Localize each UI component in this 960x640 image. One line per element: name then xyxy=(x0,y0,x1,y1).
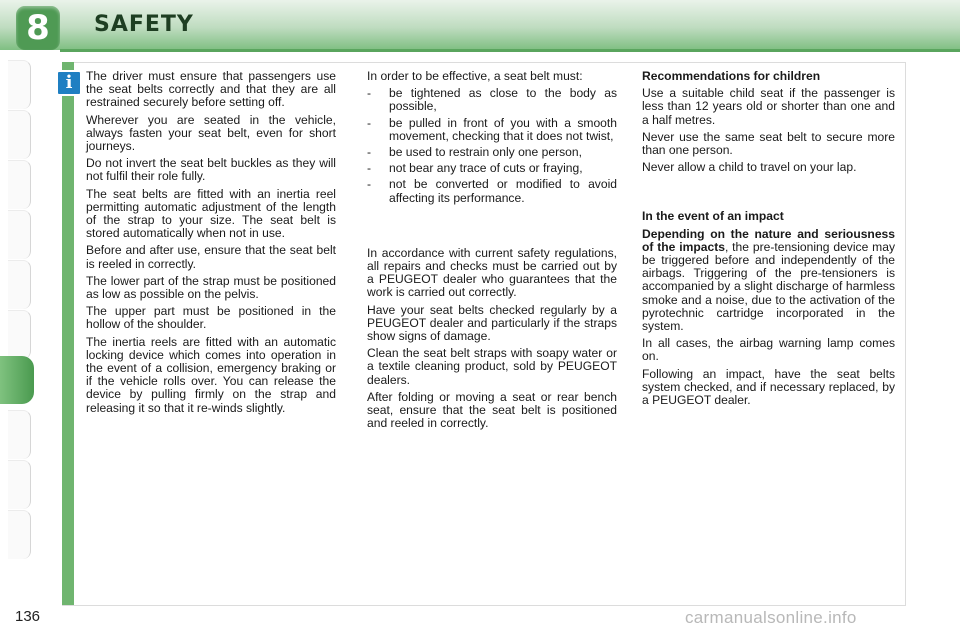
paragraph: The upper part must be positioned in the hollow of the shoulder. xyxy=(86,304,336,332)
header-divider xyxy=(60,49,960,52)
paragraph: In order to be effective, a seat belt must: xyxy=(367,69,583,83)
list-item: - be pulled in front of you with a smooth movement, checking that it does not twist, xyxy=(367,117,617,143)
chapter-number-badge: 8 xyxy=(16,6,60,50)
chapter-tab[interactable] xyxy=(8,110,31,159)
chapter-tab[interactable] xyxy=(8,160,31,209)
paragraph: Wherever you are seated in the vehicle, always fasten your seat belt, even for short journeys. xyxy=(86,112,336,154)
column-belt-usage xyxy=(86,70,336,419)
paragraph xyxy=(642,228,895,334)
chapter-tab[interactable] xyxy=(8,410,31,459)
section-heading: Recommendations for children xyxy=(642,69,821,83)
bold-lead: Depending on the nature and seriousness of the impacts xyxy=(642,226,895,254)
paragraph: Never allow a child to travel on your lap. xyxy=(642,160,857,175)
chapter-tab[interactable] xyxy=(8,210,31,259)
watermark: carmanualsonline.info xyxy=(685,608,857,627)
paragraph: Clean the seat belt straps with soapy water or a textile cleaning product, sold by PEUGEOT dealers. xyxy=(367,346,617,387)
column-belt-effectiveness xyxy=(367,70,617,434)
spacer xyxy=(642,178,895,210)
info-icon: i xyxy=(56,70,82,96)
chapter-tabs xyxy=(0,60,32,580)
paragraph: After folding or moving a seat or rear bench seat, ensure that the seat belt is positioned and reeled in correctly. xyxy=(367,389,617,431)
paragraph-text: , the pre-tensioning device may be triggered before and independently of the airbags. Triggering of the pre-tensioners is accompanied by a slight discharge of harmless smoke and a noise, due to the activation of the pyrotechnic cartridge incorporated in the system. xyxy=(642,239,895,334)
panel-accent-bar xyxy=(62,62,74,605)
paragraph: In all cases, the airbag warning lamp comes on. xyxy=(642,336,895,364)
spacer xyxy=(367,211,617,247)
chapter-tab[interactable] xyxy=(8,260,31,309)
list-item: - not bear any trace of cuts or fraying, xyxy=(367,162,617,175)
paragraph: Before and after use, ensure that the seat belt is reeled in correctly. xyxy=(86,243,336,271)
paragraph: Do not invert the seat belt buckles as they will not fulfil their role fully. xyxy=(86,156,336,184)
column-children-and-impact xyxy=(642,70,895,411)
paragraph: The lower part of the strap must be positioned as low as possible on the pelvis. xyxy=(86,273,336,302)
list-item: - not be converted or modified to avoid affecting its performance. xyxy=(367,178,617,204)
list-item: - be tightened as close to the body as possible, xyxy=(367,87,617,113)
paragraph: Use a suitable child seat if the passenger is less than 12 years old or shorter than one and a half metres. xyxy=(642,86,895,127)
paragraph: The driver must ensure that passengers use the seat belts correctly and that they are all restrained securely before setting off. xyxy=(86,69,336,110)
paragraph: The inertia reels are fitted with an automatic locking device which comes into operation in the event of a collision, emergency braking or if the vehicle rolls over. You can release the device by pulling firmly on the strap and releasing it so that it re-winds slightly. xyxy=(86,334,336,415)
page-title: SAFETY xyxy=(94,12,194,37)
paragraph: Have your seat belts checked regularly by a PEUGEOT dealer and particularly if the straps show signs of damage. xyxy=(367,302,617,344)
requirements-list xyxy=(367,87,617,205)
chapter-tab[interactable] xyxy=(8,510,31,559)
paragraph: Never use the same seat belt to secure more than one person. xyxy=(642,129,895,158)
list-item: - be used to restrain only one person, xyxy=(367,146,617,159)
chapter-tab-active[interactable] xyxy=(0,356,34,404)
chapter-tab[interactable] xyxy=(8,60,31,109)
paragraph: The seat belts are fitted with an inertia reel permitting automatic adjustment of the length of the strap to your size. The seat belt is stored automatically when not in use. xyxy=(86,186,336,241)
paragraph: Following an impact, have the seat belts system checked, and if necessary replaced, by a PEUGEOT dealer. xyxy=(642,366,895,408)
chapter-tab[interactable] xyxy=(8,460,31,509)
section-heading: In the event of an impact xyxy=(642,209,784,224)
chapter-tab[interactable] xyxy=(8,310,31,359)
page-number: 136 xyxy=(15,608,41,625)
paragraph: In accordance with current safety regulations, all repairs and checks must be carried out by a PEUGEOT dealer who guarantees that the work is carried out correctly. xyxy=(367,245,617,300)
